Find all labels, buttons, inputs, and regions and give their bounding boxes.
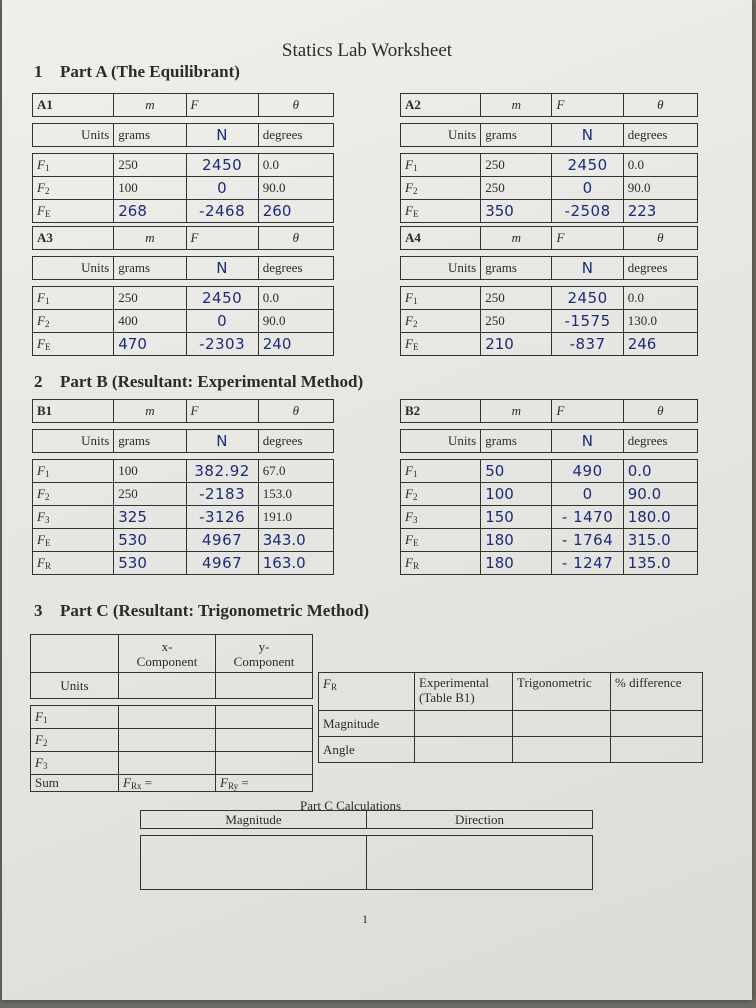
row-label: $F_1$: [401, 460, 481, 483]
f-units: N: [186, 257, 258, 280]
table-row: [401, 529, 698, 552]
table-row: [401, 287, 698, 310]
units-label: Units: [33, 257, 114, 280]
force-value: 2450: [186, 287, 258, 310]
table-row: [33, 483, 334, 506]
force-value: - 1764: [552, 529, 623, 552]
force-value: -837: [552, 333, 623, 356]
table-row: [33, 460, 334, 483]
y-component-header: y- Component: [216, 635, 313, 673]
row-label: $F_1$: [33, 287, 114, 310]
pct-difference-header: % difference: [611, 673, 703, 711]
f-header: F: [186, 227, 258, 250]
force-value: 2450: [186, 154, 258, 177]
mass-value: 100: [481, 483, 552, 506]
table-row: [33, 287, 334, 310]
trigonometric-header: Trigonometric: [513, 673, 611, 711]
f-header: F: [552, 94, 623, 117]
x-component-header: x- Component: [119, 635, 216, 673]
m-units: grams: [481, 124, 552, 147]
page-title: Statics Lab Worksheet: [281, 40, 453, 61]
angle-value: 315.0: [623, 529, 697, 552]
mass-value: 325: [114, 506, 186, 529]
fry-cell: $F_{Ry}$ =: [216, 775, 313, 792]
fr-header: $F_R$: [319, 673, 415, 711]
row-label: $F_2$: [401, 177, 481, 200]
theta-header: θ: [258, 94, 333, 117]
angle-value: 90.0: [258, 177, 333, 200]
row-label: $F_3$: [33, 506, 114, 529]
mass-value: 150: [481, 506, 552, 529]
units-label: Units: [401, 430, 481, 453]
angle-value: 163.0: [258, 552, 333, 575]
mass-value: 250: [114, 154, 186, 177]
mass-value: 530: [114, 529, 186, 552]
row-label: $F_1$: [401, 154, 481, 177]
angle-value: 90.0: [623, 177, 697, 200]
m-header: m: [114, 227, 186, 250]
table-a1: [32, 93, 334, 223]
table-comparison: [318, 672, 703, 763]
row-label: $F_E$: [401, 200, 481, 223]
row-label: $F_E$: [33, 200, 114, 223]
row-label: $F_2$: [33, 177, 114, 200]
row-label: $F_2$: [33, 483, 114, 506]
table-row: [33, 310, 334, 333]
angle-value: 67.0: [258, 460, 333, 483]
trig-magnitude-cell: [513, 711, 611, 737]
table-row: [401, 154, 698, 177]
table-label: A4: [401, 227, 481, 250]
calculations-title: Part C Calculations: [300, 798, 402, 813]
table-a2: [400, 93, 698, 223]
theta-header: θ: [258, 227, 333, 250]
row-label: $F_R$: [33, 552, 114, 575]
table-row: [401, 333, 698, 356]
x-cell: [119, 706, 216, 729]
units-label: Units: [33, 430, 114, 453]
m-units: grams: [114, 430, 186, 453]
mass-value: 470: [114, 333, 186, 356]
mass-value: 50: [481, 460, 552, 483]
table-row: [401, 506, 698, 529]
f-units: N: [552, 257, 623, 280]
table-a3: [32, 226, 334, 356]
x-cell: [119, 752, 216, 775]
y-cell: [216, 706, 313, 729]
table-row: [401, 483, 698, 506]
section-2-heading: 2 Part B (Resultant: Experimental Method): [34, 372, 364, 391]
mass-value: 250: [481, 177, 552, 200]
page-number: 1: [362, 912, 368, 926]
angle-value: 223: [623, 200, 697, 223]
experimental-header: Experimental (Table B1): [415, 673, 513, 711]
table-row: [33, 333, 334, 356]
table-label: B2: [401, 400, 481, 423]
row-label: $F_2$: [401, 483, 481, 506]
row-label: $F_E$: [401, 529, 481, 552]
mass-value: 250: [481, 287, 552, 310]
mass-value: 250: [481, 154, 552, 177]
theta-units: degrees: [623, 257, 697, 280]
mass-value: 100: [114, 177, 186, 200]
components-row-label: $F_3$: [31, 752, 119, 775]
row-label: $F_3$: [401, 506, 481, 529]
force-value: 0: [552, 483, 623, 506]
force-value: 2450: [552, 287, 623, 310]
mass-value: 250: [114, 483, 186, 506]
units-label: Units: [33, 124, 114, 147]
x-cell: [119, 729, 216, 752]
m-units: grams: [114, 124, 186, 147]
table-row: [33, 552, 334, 575]
m-header: m: [481, 94, 552, 117]
force-value: - 1470: [552, 506, 623, 529]
mass-value: 180: [481, 552, 552, 575]
row-label: $F_E$: [33, 529, 114, 552]
table-row: [33, 154, 334, 177]
angle-value: 246: [623, 333, 697, 356]
theta-units: degrees: [258, 257, 333, 280]
theta-units: degrees: [623, 124, 697, 147]
angle-value: 260: [258, 200, 333, 223]
sum-label: Sum: [31, 775, 119, 792]
angle-value: 90.0: [258, 310, 333, 333]
pct-angle-cell: [611, 737, 703, 763]
row-label: $F_R$: [401, 552, 481, 575]
force-value: 382.92: [186, 460, 258, 483]
components-corner: [31, 635, 119, 673]
magnitude-label: Magnitude: [319, 711, 415, 737]
table-row: [401, 460, 698, 483]
table-row: [401, 177, 698, 200]
m-header: m: [114, 94, 186, 117]
frx-cell: $F_{Rx}$ =: [119, 775, 216, 792]
table-row: [401, 200, 698, 223]
table-label: A3: [33, 227, 114, 250]
force-value: 0: [186, 310, 258, 333]
pct-magnitude-cell: [611, 711, 703, 737]
force-value: - 1247: [552, 552, 623, 575]
angle-value: 0.0: [623, 154, 697, 177]
row-label: $F_1$: [401, 287, 481, 310]
table-row: [401, 552, 698, 575]
table-row: [33, 529, 334, 552]
angle-value: 240: [258, 333, 333, 356]
table-calculations: [140, 810, 593, 890]
worksheet-page: [2, 0, 752, 1000]
mass-value: 100: [114, 460, 186, 483]
force-value: -2303: [186, 333, 258, 356]
force-value: 0: [552, 177, 623, 200]
table-label: A1: [33, 94, 114, 117]
calc-direction-header: Direction: [367, 811, 593, 829]
row-label: $F_2$: [33, 310, 114, 333]
force-value: 490: [552, 460, 623, 483]
theta-header: θ: [258, 400, 333, 423]
row-label: $F_1$: [33, 154, 114, 177]
force-value: 2450: [552, 154, 623, 177]
table-row: [33, 177, 334, 200]
section-1-heading: 1 Part A (The Equilibrant): [34, 62, 240, 81]
angle-value: 0.0: [258, 154, 333, 177]
force-value: -1575: [552, 310, 623, 333]
angle-value: 343.0: [258, 529, 333, 552]
table-components: [30, 634, 313, 792]
force-value: -2183: [186, 483, 258, 506]
table-b2: [400, 399, 698, 575]
components-row-label: $F_2$: [31, 729, 119, 752]
row-label: $F_E$: [401, 333, 481, 356]
theta-header: θ: [623, 94, 697, 117]
mass-value: 350: [481, 200, 552, 223]
angle-value: 90.0: [623, 483, 697, 506]
mass-value: 250: [114, 287, 186, 310]
row-label: $F_E$: [33, 333, 114, 356]
angle-value: 0.0: [258, 287, 333, 310]
angle-value: 0.0: [623, 460, 697, 483]
f-units: N: [552, 124, 623, 147]
y-cell: [216, 729, 313, 752]
mass-value: 180: [481, 529, 552, 552]
table-row: [401, 310, 698, 333]
angle-value: 135.0: [623, 552, 697, 575]
calc-magnitude-cell: [141, 836, 367, 890]
calc-magnitude-header: Magnitude: [141, 811, 367, 829]
f-header: F: [186, 400, 258, 423]
table-a4: [400, 226, 698, 356]
force-value: -2468: [186, 200, 258, 223]
force-value: -3126: [186, 506, 258, 529]
exp-magnitude-cell: [415, 711, 513, 737]
mass-value: 268: [114, 200, 186, 223]
f-header: F: [552, 227, 623, 250]
row-label: $F_2$: [401, 310, 481, 333]
m-header: m: [481, 400, 552, 423]
angle-value: 130.0: [623, 310, 697, 333]
components-units-label: Units: [31, 673, 119, 699]
x-units-cell: [119, 673, 216, 699]
mass-value: 210: [481, 333, 552, 356]
mass-value: 400: [114, 310, 186, 333]
trig-angle-cell: [513, 737, 611, 763]
y-cell: [216, 752, 313, 775]
f-units: N: [186, 124, 258, 147]
angle-value: 0.0: [623, 287, 697, 310]
force-value: 4967: [186, 552, 258, 575]
angle-value: 180.0: [623, 506, 697, 529]
m-header: m: [114, 400, 186, 423]
m-units: grams: [114, 257, 186, 280]
row-label: $F_1$: [33, 460, 114, 483]
theta-units: degrees: [258, 430, 333, 453]
table-label: B1: [33, 400, 114, 423]
calc-direction-cell: [367, 836, 593, 890]
y-units-cell: [216, 673, 313, 699]
table-label: A2: [401, 94, 481, 117]
exp-angle-cell: [415, 737, 513, 763]
units-label: Units: [401, 124, 481, 147]
components-row-label: $F_1$: [31, 706, 119, 729]
angle-value: 191.0: [258, 506, 333, 529]
section-3-heading: 3 Part C (Resultant: Trigonometric Method): [34, 601, 370, 620]
mass-value: 530: [114, 552, 186, 575]
table-row: [33, 200, 334, 223]
f-units: N: [186, 430, 258, 453]
force-value: 4967: [186, 529, 258, 552]
mass-value: 250: [481, 310, 552, 333]
f-header: F: [186, 94, 258, 117]
m-units: grams: [481, 430, 552, 453]
table-b1: [32, 399, 334, 575]
units-label: Units: [401, 257, 481, 280]
f-units: N: [552, 430, 623, 453]
angle-value: 153.0: [258, 483, 333, 506]
force-value: -2508: [552, 200, 623, 223]
m-header: m: [481, 227, 552, 250]
angle-label: Angle: [319, 737, 415, 763]
theta-units: degrees: [623, 430, 697, 453]
theta-header: θ: [623, 227, 697, 250]
theta-header: θ: [623, 400, 697, 423]
m-units: grams: [481, 257, 552, 280]
table-row: [33, 506, 334, 529]
f-header: F: [552, 400, 623, 423]
force-value: 0: [186, 177, 258, 200]
theta-units: degrees: [258, 124, 333, 147]
